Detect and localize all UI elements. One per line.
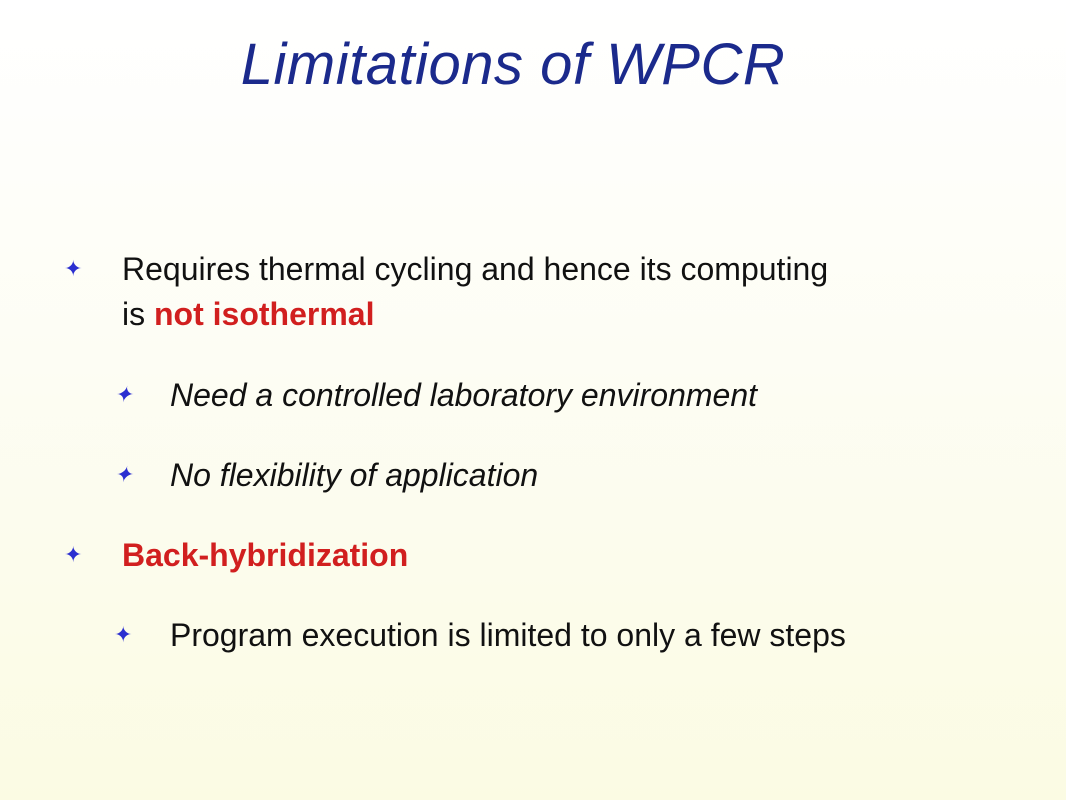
star-bullet-icon: ✦ [64,542,83,567]
sub-bullet-text: Need a controlled laboratory environment [170,377,757,413]
sub-bullet-item-program-execution [114,613,1034,657]
star-bullet-icon: ✦ [64,256,83,281]
highlight-not-isothermal: not isothermal [154,296,375,332]
star-bullet-icon: ✦ [114,622,133,647]
bullet-text-line-1: Requires thermal cycling and hence its computing [122,251,829,287]
sub-bullet-text: Program execution is limited to only a few steps [170,617,846,653]
star-bullet-icon: ✦ [114,462,133,487]
star-bullet-icon: ✦ [114,382,133,407]
slide-title: Limitations of WPCR [240,32,786,97]
sub-bullet-item-flexibility [114,453,1014,497]
bullet-text-prefix: is [122,296,154,332]
bullet-text-highlight: Back-hybridization [122,537,409,573]
sub-bullet-text: No flexibility of application [170,457,539,493]
bullet-item-back-hybridization [64,533,1024,577]
sub-bullet-item-lab-environment [114,373,1014,417]
bullet-text-line-2 [122,292,374,336]
bullet-item-thermal-cycling [64,247,1024,337]
